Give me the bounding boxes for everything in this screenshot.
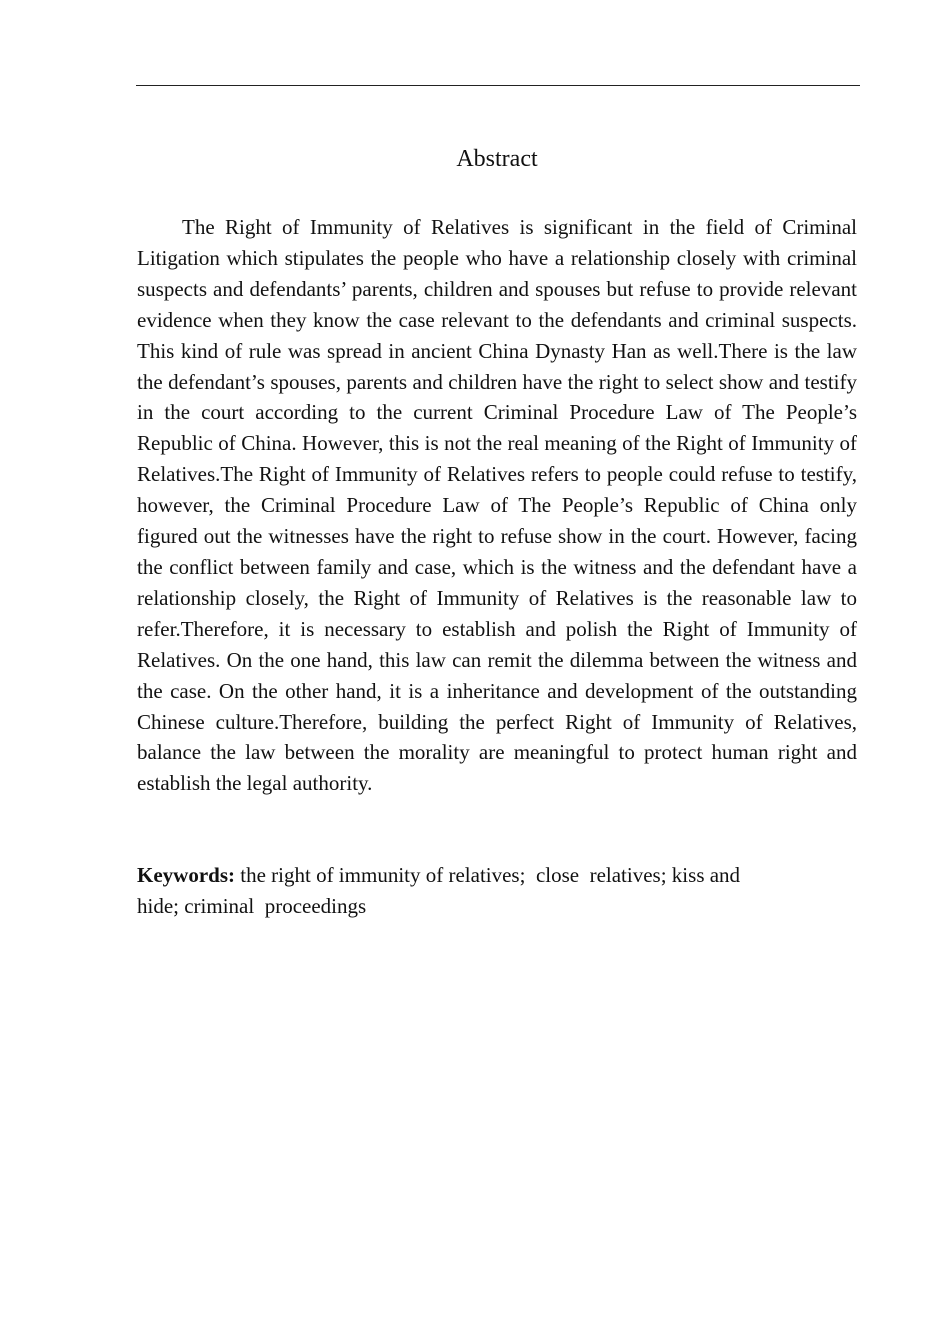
page-title: Abstract bbox=[456, 146, 538, 172]
header-rule bbox=[136, 85, 860, 86]
keywords-line-2: hide; criminal proceedings bbox=[137, 894, 367, 918]
keywords-section bbox=[137, 860, 857, 922]
keywords-text-1: the right of immunity of relatives; close relatives; kiss and bbox=[235, 863, 741, 887]
keywords-label: Keywords: bbox=[137, 863, 235, 887]
abstract-body: The Right of Immunity of Relatives is significant in the field of Criminal Litigation which stipulates the people who have a relationship closely with criminal suspects and defendants’ parents, children and spouses but refuse to provide relevant evidence when they know the case relevant to the defendants and criminal suspects. This kind of rule was spread in ancient China Dynasty Han as well.There is the law the defendant’s spouses, parents and children have the right to select show and testify in the court according to the current Criminal Procedure Law of The People’s Republic of China. However, this is not the real meaning of the Right of Immunity of Relatives.The Right of Immunity of Relatives refers to people could refuse to testify, however, the Criminal Procedure Law of The People’s Republic of China only figured out the witnesses have the right to refuse show in the court. However, facing the conflict between family and case, which is the witness and the defendant have a relationship closely, the Right of Immunity of Relatives is the reasonable law to refer.Therefore, it is necessary to establish and polish the Right of Immunity of Relatives. On the one hand, this law can remit the dilemma between the witness and the case. On the other hand, it is a inheritance and development of the outstanding Chinese culture.Therefore, building the perfect Right of Immunity of Relatives, balance the law between the morality are meaningful to protect human right and establish the legal authority. bbox=[137, 215, 857, 796]
keywords-line-1 bbox=[137, 860, 857, 891]
